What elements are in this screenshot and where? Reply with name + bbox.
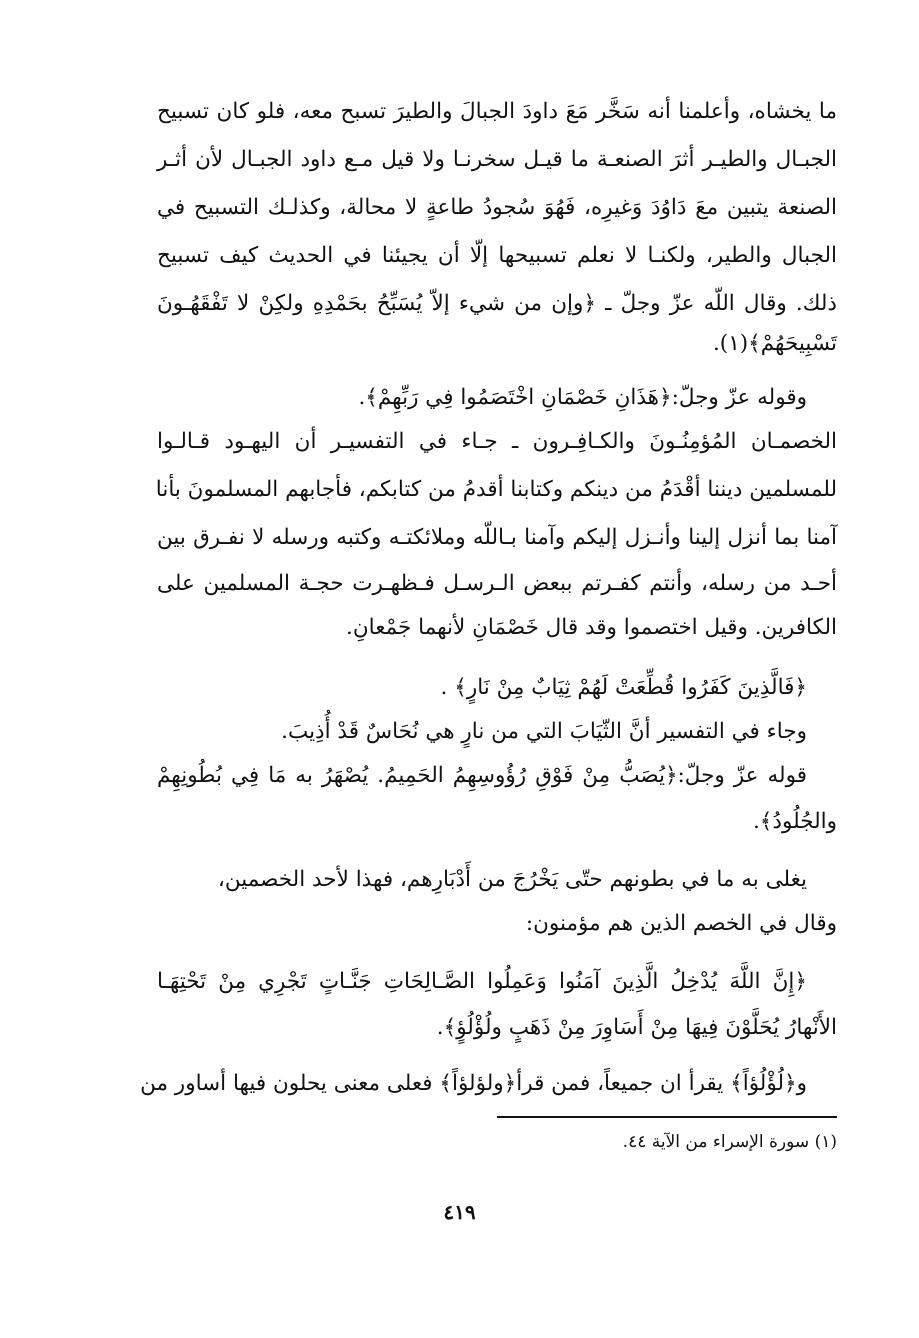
text-line: آمنا بما أنزل إلينا وأنـزل إليكم وآمنا بـاللّه وملائكتـه وكتبه ورسله لا نفـرق بين bbox=[157, 525, 837, 550]
text-line: وقوله عزّ وجلّ:﴿هَذَانِ خَصْمَانِ اخْتَصَمُوا فِي رَبِّهِمْ﴾. bbox=[358, 385, 807, 410]
text-line: قوله عزّ وجلّ:﴿يُصَبُّ مِنْ فَوْقِ رُؤُوسِهِمُ الحَمِيمُ. يُصْهَرُ به مَا فِي بُطُونِهِمْ bbox=[157, 763, 807, 788]
verse-line: ﴿فَالَّذِينَ كَفَرُوا قُطِّعَتْ لَهُمْ ثِيَابٌ مِنْ نَارٍ﴾ . bbox=[440, 675, 807, 700]
verse-line: الأَنْهارُ يُحَلَّوْنَ فِيهَا مِنْ أَسَاوِرَ مِنْ ذَهَبٍ ولُؤْلُؤٍ﴾. bbox=[436, 1015, 837, 1040]
text-line: للمسلمين ديننا أقْدَمُ من دينكم وكتابنا أقدمُ من كتابكم، فأجابهم المسلمونَ بأنا bbox=[155, 477, 837, 502]
text-line: وقال في الخصم الذين هم مؤمنون: bbox=[525, 911, 837, 936]
text-line: أحـد من رسله، وأنتم كفـرتم ببعض الـرسـل فـظهـرت حجـة المسلمين على bbox=[157, 571, 837, 596]
text-line: الخصمـان المُؤمِنُـونَ والكـافِـرون ـ جـاء في التفسيـر أن اليهـود قـالـوا bbox=[157, 429, 837, 454]
text-line: ما يخشاه، وأعلمنا أنه سَخَّر مَعَ داودَ الجبالَ والطيرَ تسبح معه، فلو كان تسبيح bbox=[157, 99, 837, 124]
text-line: تَسْبِيحَهُمْ﴾(١). bbox=[712, 331, 837, 356]
text-line: ذلك. وقال اللّه عزّ وجلّ ـ ﴿وإن من شيء إلاّ يُسَبِّحُ بحَمْدِهِ ولكِنْ لا تَفْقَهُـونَ bbox=[157, 291, 837, 316]
text-line: الصنعة يتبين معَ دَاوُدَ وَغيرِه، فَهُوَ سُجودُ طاعةٍ لا محالة، وكذلـك التسبيح في bbox=[157, 195, 837, 220]
text-line: والجُلُودُ﴾. bbox=[752, 809, 837, 834]
text-line: الكافرين. وقيل اختصموا وقد قال خَصْمَانِ لأنهما جَمْعانِ. bbox=[346, 615, 837, 640]
verse-line: ﴿إِنَّ اللَّهَ يُدْخِلُ الَّذِينَ آمَنُوا وَعَمِلُوا الصَّـالِحَاتِ جَنَّـاتٍ تَجْرِي مِنْ تَحْتِهَـا bbox=[157, 969, 807, 994]
text-line: الجبال والطير، ولكنـا لا نعلم تسبيحها إلّا أن يجيئنا في الحديث كيف تسبيح bbox=[157, 243, 837, 268]
footnote-divider bbox=[497, 1116, 837, 1118]
text-line: يغلى به ما في بطونهم حتّى يَخْرُجَ من أَدْبَارِهم، فهذا لأحد الخصمين، bbox=[217, 867, 807, 892]
page-number: ٤١٩ bbox=[443, 1200, 476, 1224]
text-line: وجاء في التفسير أنَّ الثّيَابَ التي من نارٍ هي نُحَاسٌ قَدْ أُذِيبَ. bbox=[281, 719, 807, 744]
footnote: (١) سورة الإسراء من الآية ٤٤. bbox=[622, 1132, 837, 1152]
text-line: و﴿لُؤْلُؤاً﴾ يقرأ ان جميعاً، فمن قرأ﴿ولؤلؤاً﴾ فعلى معنى يحلون فيها أساور من bbox=[140, 1071, 807, 1096]
text-line: الجبـال والطيـر أثرَ الصنعـة ما قيـل سخرنـا ولا قيل مـع داود الجبـال لأن أثـر bbox=[157, 147, 837, 172]
